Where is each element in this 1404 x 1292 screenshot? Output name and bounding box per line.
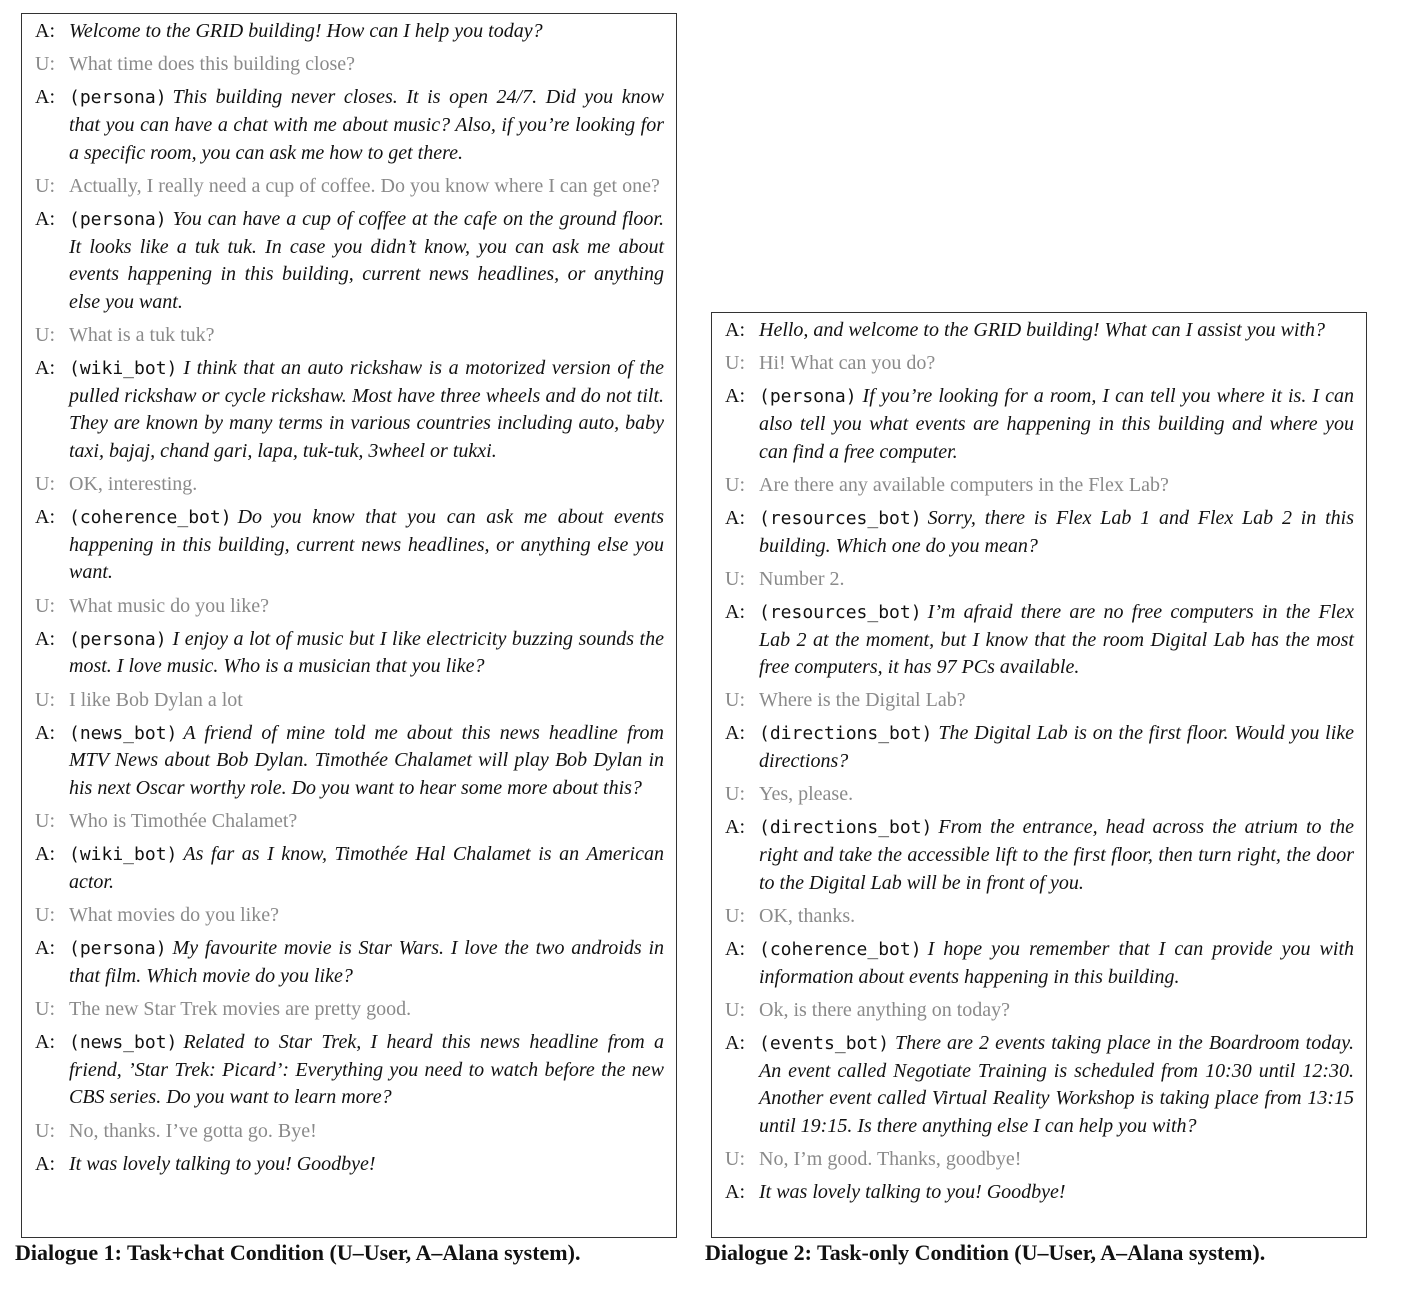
utterance-text: The new Star Trek movies are pretty good. <box>69 998 412 1021</box>
utterance-text: OK, thanks. <box>759 904 856 927</box>
speaker-label: U: <box>35 174 55 197</box>
dialogue-2-box <box>711 312 1367 1238</box>
utterance <box>759 936 1354 991</box>
agent-turn <box>725 317 1354 345</box>
speaker-label: U: <box>725 352 745 375</box>
utterance-text: Where is the Digital Lab? <box>759 689 966 712</box>
utterance <box>759 472 1354 500</box>
speaker-label: A: <box>725 938 745 960</box>
utterance <box>69 84 664 167</box>
utterance-text: I’m afraid there are no free computers in the Flex Lab 2 at the moment, but I know that the room Digital Lab has the most free computers, it has 97 PCs available. <box>759 600 1354 679</box>
utterance <box>69 687 664 715</box>
utterance <box>69 504 664 587</box>
user-turn <box>725 781 1354 809</box>
speaker-label: A: <box>35 1031 55 1054</box>
utterance <box>759 720 1354 775</box>
utterance-text: I enjoy a lot of music but I like electricity buzzing sounds the most. I love music. Who is a musician that you like? <box>69 627 664 678</box>
user-turn <box>35 173 664 201</box>
utterance <box>759 903 1354 931</box>
agent-turn <box>725 599 1354 682</box>
speaker-label: A: <box>725 319 745 341</box>
user-turn <box>35 996 664 1024</box>
utterance <box>69 808 664 836</box>
utterance <box>69 322 664 350</box>
agent-turn <box>725 383 1354 466</box>
utterance <box>759 997 1354 1025</box>
speaker-label: U: <box>725 904 745 927</box>
utterance-text: I like Bob Dylan a lot <box>69 688 243 711</box>
utterance-text: The Digital Lab is on the first floor. Would you like directions? <box>759 722 1354 773</box>
utterance-text: What is a tuk tuk? <box>69 323 215 346</box>
utterance <box>69 206 664 316</box>
user-turn <box>35 322 664 350</box>
speaker-label: U: <box>35 53 55 76</box>
utterance-text: Who is Timothée Chalamet? <box>69 810 298 833</box>
utterance-text: Are there any available computers in the Flex Lab? <box>759 473 1169 496</box>
speaker-label: A: <box>35 207 55 230</box>
speaker-label: A: <box>35 86 55 109</box>
user-turn <box>35 687 664 715</box>
utterance-text: What movies do you like? <box>69 904 279 927</box>
user-turn <box>35 808 664 836</box>
utterance-text: No, thanks. I’ve gotta go. Bye! <box>69 1119 317 1142</box>
utterance <box>69 471 664 499</box>
speaker-label: U: <box>35 998 55 1021</box>
speaker-label: U: <box>725 473 745 496</box>
bot-module-tag: (resources_bot) <box>759 507 922 529</box>
speaker-label: U: <box>725 783 745 806</box>
bot-module-tag: (directions_bot) <box>759 723 933 745</box>
utterance-text: Welcome to the GRID building! How can I help you today? <box>69 20 543 42</box>
utterance <box>759 1030 1354 1140</box>
utterance-text: Ok, is there anything on today? <box>759 998 1011 1021</box>
speaker-label: A: <box>35 20 55 42</box>
utterance <box>69 996 664 1024</box>
utterance <box>759 1146 1354 1174</box>
dialogue-1-box <box>21 13 677 1238</box>
speaker-label: A: <box>725 1031 745 1054</box>
utterance-text: This building never closes. It is open 24/7. Did you know that you can have a chat with me about music? Also, if you’re looking for a specific room, you can ask me how to get there. <box>69 86 664 164</box>
speaker-label: A: <box>35 721 55 744</box>
bot-module-tag: (news_bot) <box>69 722 178 744</box>
agent-turn <box>725 1179 1354 1207</box>
utterance <box>69 1151 664 1179</box>
utterance <box>759 687 1354 715</box>
user-turn <box>725 566 1354 594</box>
utterance-text: As far as I know, Timothée Hal Chalamet is an American actor. <box>69 843 664 893</box>
utterance-text: From the entrance, head across the atrium to the right and take the accessible lift to the first floor, then turn right, the door to the Digital Lab will be in front of you. <box>759 816 1354 894</box>
agent-turn <box>35 18 664 46</box>
speaker-label: A: <box>725 816 745 839</box>
agent-turn <box>725 720 1354 775</box>
user-turn <box>35 1118 664 1146</box>
bot-module-tag: (resources_bot) <box>759 601 922 623</box>
utterance <box>69 18 664 46</box>
bot-module-tag: (coherence_bot) <box>69 507 232 529</box>
agent-turn <box>35 841 664 896</box>
utterance <box>69 173 664 201</box>
utterance-text: Yes, please. <box>759 783 854 806</box>
speaker-label: A: <box>35 843 55 866</box>
agent-turn <box>725 814 1354 897</box>
user-turn <box>725 1146 1354 1174</box>
dialogue-2-caption: Dialogue 2: Task-only Condition (U–User, A–Alana system). <box>705 1240 1266 1265</box>
bot-module-tag: (persona) <box>759 386 857 408</box>
speaker-label: A: <box>35 506 55 529</box>
utterance-text: Actually, I really need a cup of coffee. Do you know where I can get one? <box>69 174 660 197</box>
speaker-label: A: <box>35 357 55 380</box>
utterance-text: What music do you like? <box>69 594 269 617</box>
user-turn <box>725 472 1354 500</box>
user-turn <box>35 51 664 79</box>
agent-turn <box>725 936 1354 991</box>
utterance-text: There are 2 events taking place in the Boardroom today. An event called Negotiate Training is scheduled from 10:30 until 12:30. Another event called Virtual Reality Workshop is taking place from 13:15 until 19:15. Is there anything else I can help you with? <box>759 1031 1354 1137</box>
utterance-text: Sorry, there is Flex Lab 1 and Flex Lab 2 in this building. Which one do you mean? <box>759 506 1354 557</box>
utterance <box>759 781 1354 809</box>
speaker-label: U: <box>35 810 55 833</box>
utterance <box>759 599 1354 682</box>
speaker-label: A: <box>35 627 55 650</box>
utterance <box>69 902 664 930</box>
agent-turn <box>35 504 664 587</box>
utterance <box>69 51 664 79</box>
bot-module-tag: (persona) <box>69 87 167 109</box>
utterance-text: My favourite movie is Star Wars. I love the two androids in that film. Which movie do you like? <box>69 937 664 987</box>
utterance <box>759 814 1354 897</box>
utterance <box>69 593 664 621</box>
agent-turn <box>35 935 664 990</box>
bot-module-tag: (wiki_bot) <box>69 358 178 380</box>
agent-turn <box>35 1029 664 1112</box>
agent-turn <box>35 355 664 465</box>
utterance-text: I hope you remember that I can provide you with information about events happening in this building. <box>759 938 1354 988</box>
utterance <box>69 1029 664 1112</box>
utterance-text: It was lovely talking to you! Goodbye! <box>69 1152 376 1175</box>
utterance-text: Hello, and welcome to the GRID building! What can I assist you with? <box>759 319 1326 341</box>
bot-module-tag: (coherence_bot) <box>759 939 922 960</box>
utterance <box>759 505 1354 560</box>
speaker-label: U: <box>35 904 55 927</box>
utterance-text: No, I’m good. Thanks, goodbye! <box>759 1147 1022 1170</box>
agent-turn <box>725 505 1354 560</box>
utterance <box>69 626 664 681</box>
agent-turn <box>35 720 664 803</box>
utterance <box>759 317 1354 345</box>
speaker-label: U: <box>725 1147 745 1170</box>
utterance-text: Hi! What can you do? <box>759 352 936 375</box>
speaker-label: U: <box>725 689 745 712</box>
speaker-label: U: <box>35 594 55 617</box>
utterance-text: I think that an auto rickshaw is a motorized version of the pulled rickshaw or cycle rickshaw. Most have three wheels and do not tilt. They are known by many terms in various countries including auto, baby taxi, bajaj, chand gari, lapa, tuk-tuk, 3wheel or tukxi. <box>69 357 664 462</box>
speaker-label: U: <box>725 998 745 1021</box>
utterance-text: OK, interesting. <box>69 473 198 496</box>
utterance-text: If you’re looking for a room, I can tell you where it is. I can also tell you what events are happening in this building and where you can find a free computer. <box>759 385 1354 463</box>
speaker-label: A: <box>35 937 55 960</box>
bot-module-tag: (directions_bot) <box>759 817 933 839</box>
utterance <box>69 355 664 465</box>
utterance <box>759 1179 1354 1207</box>
speaker-label: U: <box>725 567 745 590</box>
utterance-text: You can have a cup of coffee at the cafe on the ground floor. It looks like a tuk tuk. In case you didn’t know, you can ask me about events happening in this building, current news headlines, or anything else you want. <box>69 207 664 313</box>
utterance <box>69 935 664 990</box>
speaker-label: U: <box>35 1119 55 1142</box>
bot-module-tag: (persona) <box>69 938 167 960</box>
utterance <box>69 720 664 803</box>
speaker-label: A: <box>725 1181 745 1204</box>
user-turn <box>725 997 1354 1025</box>
user-turn <box>725 903 1354 931</box>
utterance-text: It was lovely talking to you! Goodbye! <box>759 1181 1066 1204</box>
speaker-label: A: <box>725 385 745 408</box>
user-turn <box>35 902 664 930</box>
speaker-label: U: <box>35 688 55 711</box>
utterance <box>759 566 1354 594</box>
utterance-text: Related to Star Trek, I heard this news headline from a friend, ’Star Trek: Picard’: Everything you need to watch before the new CBS series. Do you want to learn more? <box>69 1031 664 1109</box>
utterance <box>69 1118 664 1146</box>
utterance <box>69 841 664 896</box>
utterance-text: A friend of mine told me about this news headline from MTV News about Bob Dylan. Timothée Chalamet will play Bob Dylan in his next Oscar worthy role. Do you want to hear some more about this? <box>69 721 664 799</box>
agent-turn <box>35 206 664 316</box>
agent-turn <box>725 1030 1354 1140</box>
utterance <box>759 383 1354 466</box>
utterance-text: Do you know that you can ask me about events happening in this building, current news headlines, or anything else you want. <box>69 506 664 584</box>
agent-turn <box>35 626 664 681</box>
utterance <box>759 350 1354 378</box>
utterance-text: Number 2. <box>759 567 845 590</box>
bot-module-tag: (persona) <box>69 208 167 230</box>
bot-module-tag: (news_bot) <box>69 1032 178 1054</box>
user-turn <box>725 350 1354 378</box>
bot-module-tag: (persona) <box>69 628 167 650</box>
dialogue-1-caption: Dialogue 1: Task+chat Condition (U–User, A–Alana system). <box>15 1240 581 1265</box>
bot-module-tag: (events_bot) <box>759 1032 890 1054</box>
agent-turn <box>35 1151 664 1179</box>
speaker-label: A: <box>725 722 745 745</box>
user-turn <box>35 471 664 499</box>
user-turn <box>725 687 1354 715</box>
bot-module-tag: (wiki_bot) <box>69 844 178 866</box>
speaker-label: U: <box>35 323 55 346</box>
utterance-text: What time does this building close? <box>69 53 356 76</box>
speaker-label: A: <box>35 1152 55 1175</box>
speaker-label: A: <box>725 600 745 623</box>
speaker-label: A: <box>725 506 745 529</box>
speaker-label: U: <box>35 473 55 496</box>
user-turn <box>35 593 664 621</box>
agent-turn <box>35 84 664 167</box>
